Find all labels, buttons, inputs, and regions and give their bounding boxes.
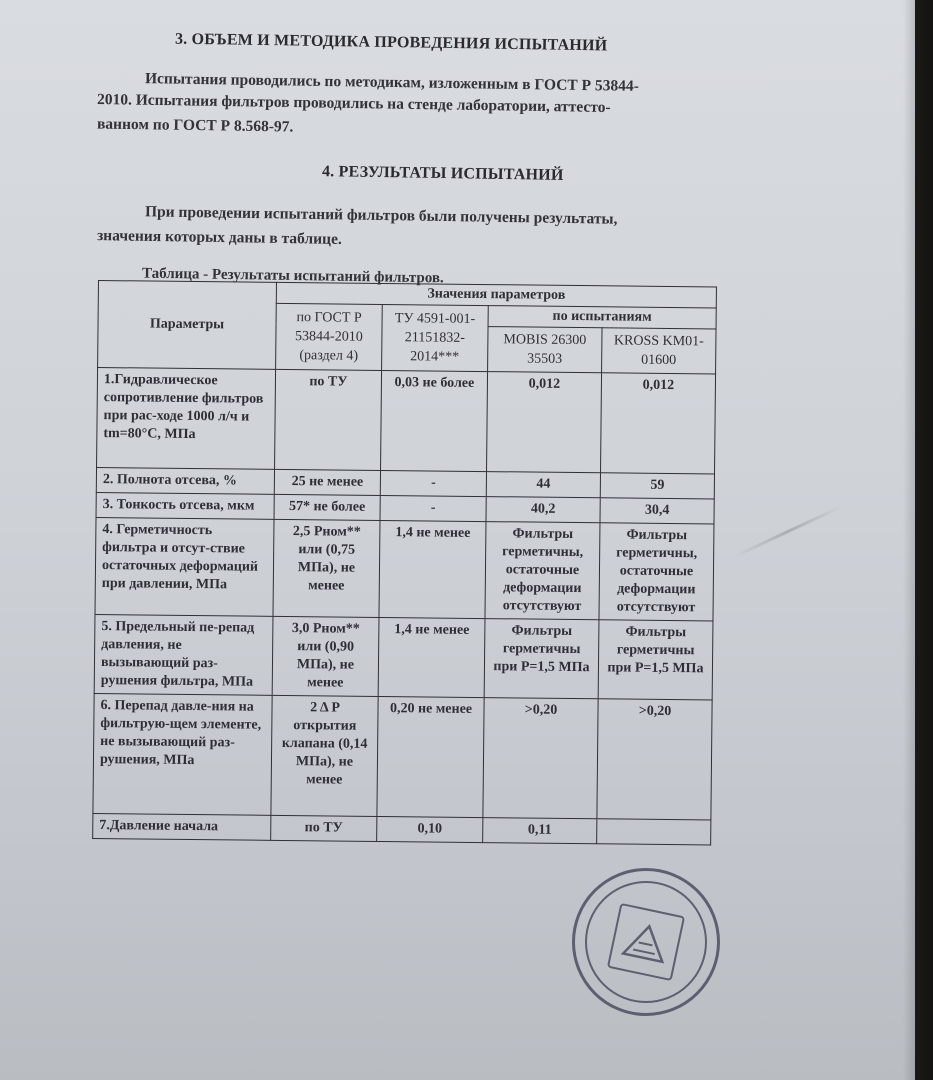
table-row — [94, 614, 713, 699]
stamp-emblem-icon — [619, 918, 672, 967]
row-tu: 1,4 не менее — [379, 520, 486, 618]
row-kross: Фильтры герметичны, остаточные деформации отсутствуют — [599, 523, 714, 621]
header-values: Значения параметров — [276, 282, 716, 308]
row-mobis: 0,11 — [483, 818, 597, 844]
section-4-line-1: При проведении испытаний фильтров были получены результаты, — [144, 203, 618, 228]
paper-crease — [733, 505, 843, 558]
row-param: 6. Перепад давле-ния на фильтрую-щем элементе, не вызывающий раз-рушения, МПа — [93, 693, 272, 815]
row-gost: 3,0 Рном** или (0,90 МПа), не менее — [272, 616, 379, 696]
row-kross: Фильтры герметичны при Р=1,5 МПа — [598, 620, 713, 700]
row-tu: 0,03 не более — [381, 370, 488, 471]
table-row — [95, 517, 714, 620]
row-param: 5. Предельный пе-репад давления, не вызывающий раз-рушения фильтра, МПа — [94, 614, 273, 695]
header-tu: ТУ 4591-001-21151832-2014*** — [382, 304, 489, 371]
row-kross: 59 — [600, 473, 714, 499]
table-row — [97, 368, 716, 474]
row-param: 7.Давление начала — [93, 813, 271, 840]
row-kross: >0,20 — [597, 699, 712, 820]
row-param: 3. Тонкость отсева, мкм — [96, 492, 274, 519]
row-mobis: 44 — [486, 472, 600, 498]
row-kross — [597, 819, 711, 845]
header-tests: по испытаниям — [488, 306, 716, 329]
official-stamp — [572, 868, 720, 1016]
row-param: 1.Гидравлическое сопротивление фильтров при рас-ходе 1000 л/ч и tm=80°С, МПа — [97, 368, 276, 470]
row-gost: 2,5 Рном** или (0,75 МПа), не менее — [273, 519, 380, 617]
row-param: 2. Полнота отсева, % — [96, 467, 274, 494]
header-kross: KROSS KM01-01600 — [602, 328, 716, 374]
row-gost: по ТУ — [275, 369, 382, 470]
section-3-line-1: Испытания проводились по методикам, изложенным в ГОСТ Р 53844- — [144, 70, 639, 95]
row-mobis: Фильтры герметичны, остаточные деформации отсутствуют — [485, 522, 600, 620]
row-gost: 25 не менее — [274, 469, 380, 495]
row-mobis: >0,20 — [483, 698, 598, 819]
row-tu: 1,4 не менее — [378, 617, 485, 697]
row-kross: 0,012 — [601, 373, 716, 474]
section-4-line-2: значения которых даны в таблице. — [96, 227, 342, 248]
section-4-heading: 4. РЕЗУЛЬТАТЫ ИСПЫТАНИЙ — [321, 163, 564, 184]
section-3-line-2: 2010. Испытания фильтров проводились на стенде лаборатории, аттесто- — [96, 90, 611, 117]
row-param: 4. Герметичность фильтра и отсут-ствие остаточных деформаций при давлении, МПа — [95, 517, 274, 616]
table-caption: Таблица - Результаты испытаний фильтров. — [141, 265, 444, 287]
row-kross: 30,4 — [600, 498, 714, 524]
results-table — [92, 280, 717, 845]
stamp-emblem — [607, 903, 685, 981]
page-edge-shadow — [903, 0, 933, 1080]
row-gost: по ТУ — [271, 815, 377, 841]
row-tu: - — [380, 470, 486, 496]
table-row — [93, 693, 712, 819]
row-mobis: 0,012 — [487, 372, 602, 473]
section-3-heading: 3. ОБЪЕМ И МЕТОДИКА ПРОВЕДЕНИЯ ИСПЫТАНИЙ — [174, 30, 608, 55]
header-params: Параметры — [98, 281, 277, 370]
row-mobis: 40,2 — [486, 497, 600, 523]
row-tu: - — [380, 495, 486, 521]
section-3-line-3: ванном по ГОСТ Р 8.568-97. — [96, 115, 294, 136]
row-tu: 0,20 не менее — [377, 696, 484, 817]
row-mobis: Фильтры герметичны при Р=1,5 МПа — [484, 619, 599, 699]
row-tu: 0,10 — [377, 816, 483, 842]
header-mobis: MOBIS 26300 35503 — [488, 327, 602, 373]
header-gost: по ГОСТ Р 53844-2010 (раздел 4) — [276, 303, 383, 370]
table-row — [93, 813, 711, 844]
row-gost: 2 Δ Р открытия клапана (0,14 МПа), не менее — [271, 695, 378, 816]
row-gost: 57* не более — [274, 494, 380, 520]
